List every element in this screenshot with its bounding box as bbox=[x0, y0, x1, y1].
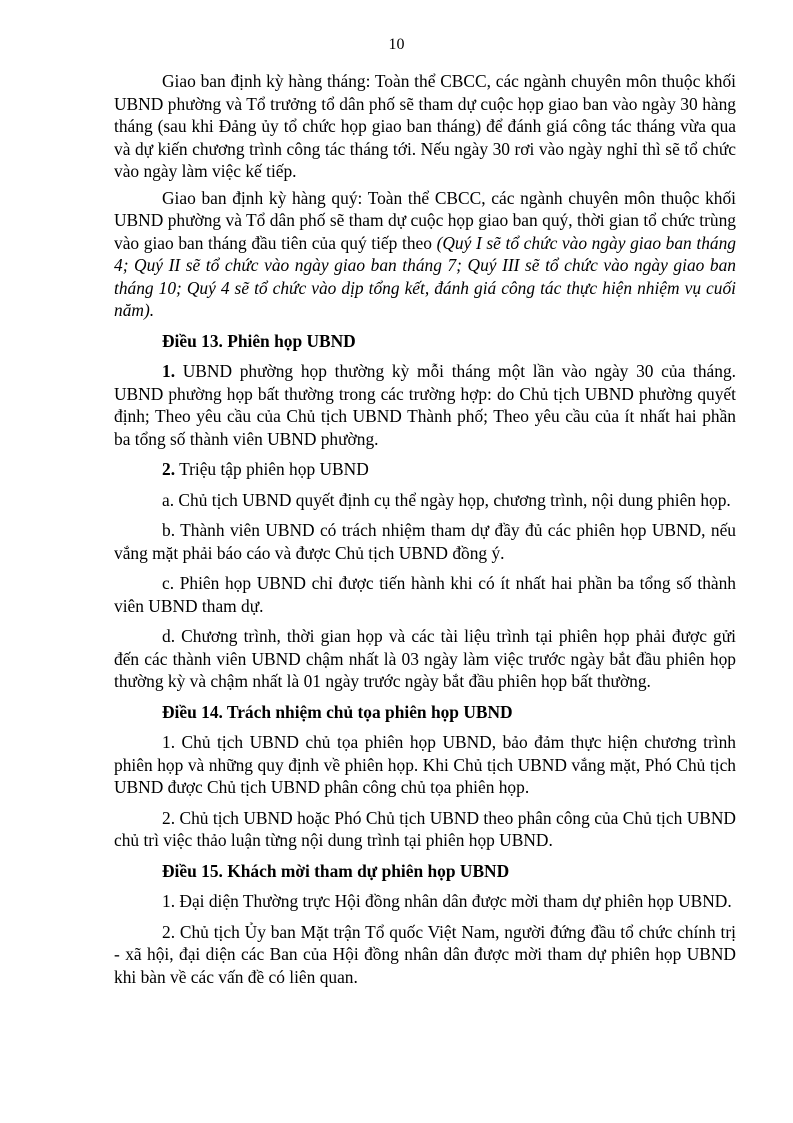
paragraph-monthly-briefing: Giao ban định kỳ hàng tháng: Toàn thể CBCC, các ngành chuyên môn thuộc khối UBND phường và Tổ trưởng tổ dân phố sẽ tham dự cuộc họp giao ban vào ngày 30 hàng tháng (sau khi Đảng ủy tổ chức họp giao ban tháng) để đánh giá công tác tháng vừa qua và dự kiến chương trình công tác tháng tới. Nếu ngày 30 rơi vào ngày nghỉ thì sẽ tổ chức vào ngày làm việc kế tiếp. bbox=[114, 71, 736, 181]
article-13-clause-2 bbox=[114, 458, 736, 481]
article-13-clause-2a: a. Chủ tịch UBND quyết định cụ thể ngày họp, chương trình, nội dung phiên họp. bbox=[162, 489, 731, 510]
article-13-clause-2d: d. Chương trình, thời gian họp và các tài liệu trình tại phiên họp phải được gửi đến các thành viên UBND chậm nhất là 03 ngày làm việc trước ngày bắt đầu phiên họp thường kỳ và chậm nhất là 01 ngày trước ngày bắt đầu phiên họp bất thường. bbox=[114, 626, 736, 691]
clause-number: 2. bbox=[162, 459, 176, 479]
clause-text: Triệu tập phiên họp UBND bbox=[175, 459, 369, 479]
article-13-clause-2c: c. Phiên họp UBND chỉ được tiến hành khi có ít nhất hai phần ba tổng số thành viên UBND tham dự. bbox=[114, 573, 736, 616]
clause-number: 1. bbox=[162, 361, 176, 381]
quarterly-briefing-schedule: (Quý I sẽ tổ chức vào ngày giao ban tháng 4; Quý II sẽ tổ chức vào ngày giao ban tháng 7; Quý III sẽ tổ chức vào ngày giao ban tháng 10; Quý 4 sẽ tổ chức vào dịp tổng kết, đánh giá công tác thực hiện nhiệm vụ cuối năm). bbox=[114, 232, 736, 320]
paragraph-quarterly-briefing bbox=[114, 187, 736, 322]
article-14-heading: Điều 14. Trách nhiệm chủ tọa phiên họp UBND bbox=[162, 701, 513, 722]
article-15-clause-1: 1. Đại diện Thường trực Hội đồng nhân dân được mời tham dự phiên họp UBND. bbox=[162, 891, 732, 911]
article-13-clause-2b: b. Thành viên UBND có trách nhiệm tham dự đầy đủ các phiên họp UBND, nếu vắng mặt phải báo cáo và được Chủ tịch UBND đồng ý. bbox=[114, 520, 736, 563]
article-15-clause-2: 2. Chủ tịch Ủy ban Mặt trận Tổ quốc Việt Nam, người đứng đầu tổ chức chính trị - xã hội, đại diện các Ban của Hội đồng nhân dân được mời tham dự phiên họp UBND khi bàn về các vấn đề có liên quan. bbox=[114, 921, 736, 987]
article-13-heading: Điều 13. Phiên họp UBND bbox=[162, 330, 356, 351]
article-15-heading: Điều 15. Khách mời tham dự phiên họp UBND bbox=[162, 860, 510, 881]
quarterly-briefing-text: Giao ban định kỳ hàng quý: Toàn thể CBCC, các ngành chuyên môn thuộc khối UBND phường và Tổ dân phố sẽ tham dự cuộc họp giao ban quý, thời gian tổ chức trùng vào giao ban tháng đầu tiên của quý tiếp theo bbox=[114, 187, 736, 253]
article-14-clause-2: 2. Chủ tịch UBND hoặc Phó Chủ tịch UBND theo phân công của Chủ tịch UBND chủ trì việc thảo luận từng nội dung trình tại phiên họp UBND. bbox=[114, 807, 736, 850]
article-13-clause-1 bbox=[114, 360, 736, 450]
page-number: 10 bbox=[388, 36, 405, 53]
article-14-clause-1: 1. Chủ tịch UBND chủ tọa phiên họp UBND, bảo đảm thực hiện chương trình phiên họp và những quy định về phiên họp. Khi Chủ tịch UBND vắng mặt, Phó Chủ tịch UBND được Chủ tịch UBND phân công chủ tọa phiên họp. bbox=[114, 732, 736, 797]
clause-text: UBND phường họp thường kỳ mỗi tháng một lần vào ngày 30 của tháng. UBND phường họp bất thường trong các trường hợp: do Chủ tịch UBND phường quyết định; Theo yêu cầu của Chủ tịch UBND Thành phố; Theo yêu cầu của ít nhất hai phần ba tổng số thành viên UBND phường. bbox=[114, 361, 736, 449]
document-body bbox=[114, 70, 736, 996]
